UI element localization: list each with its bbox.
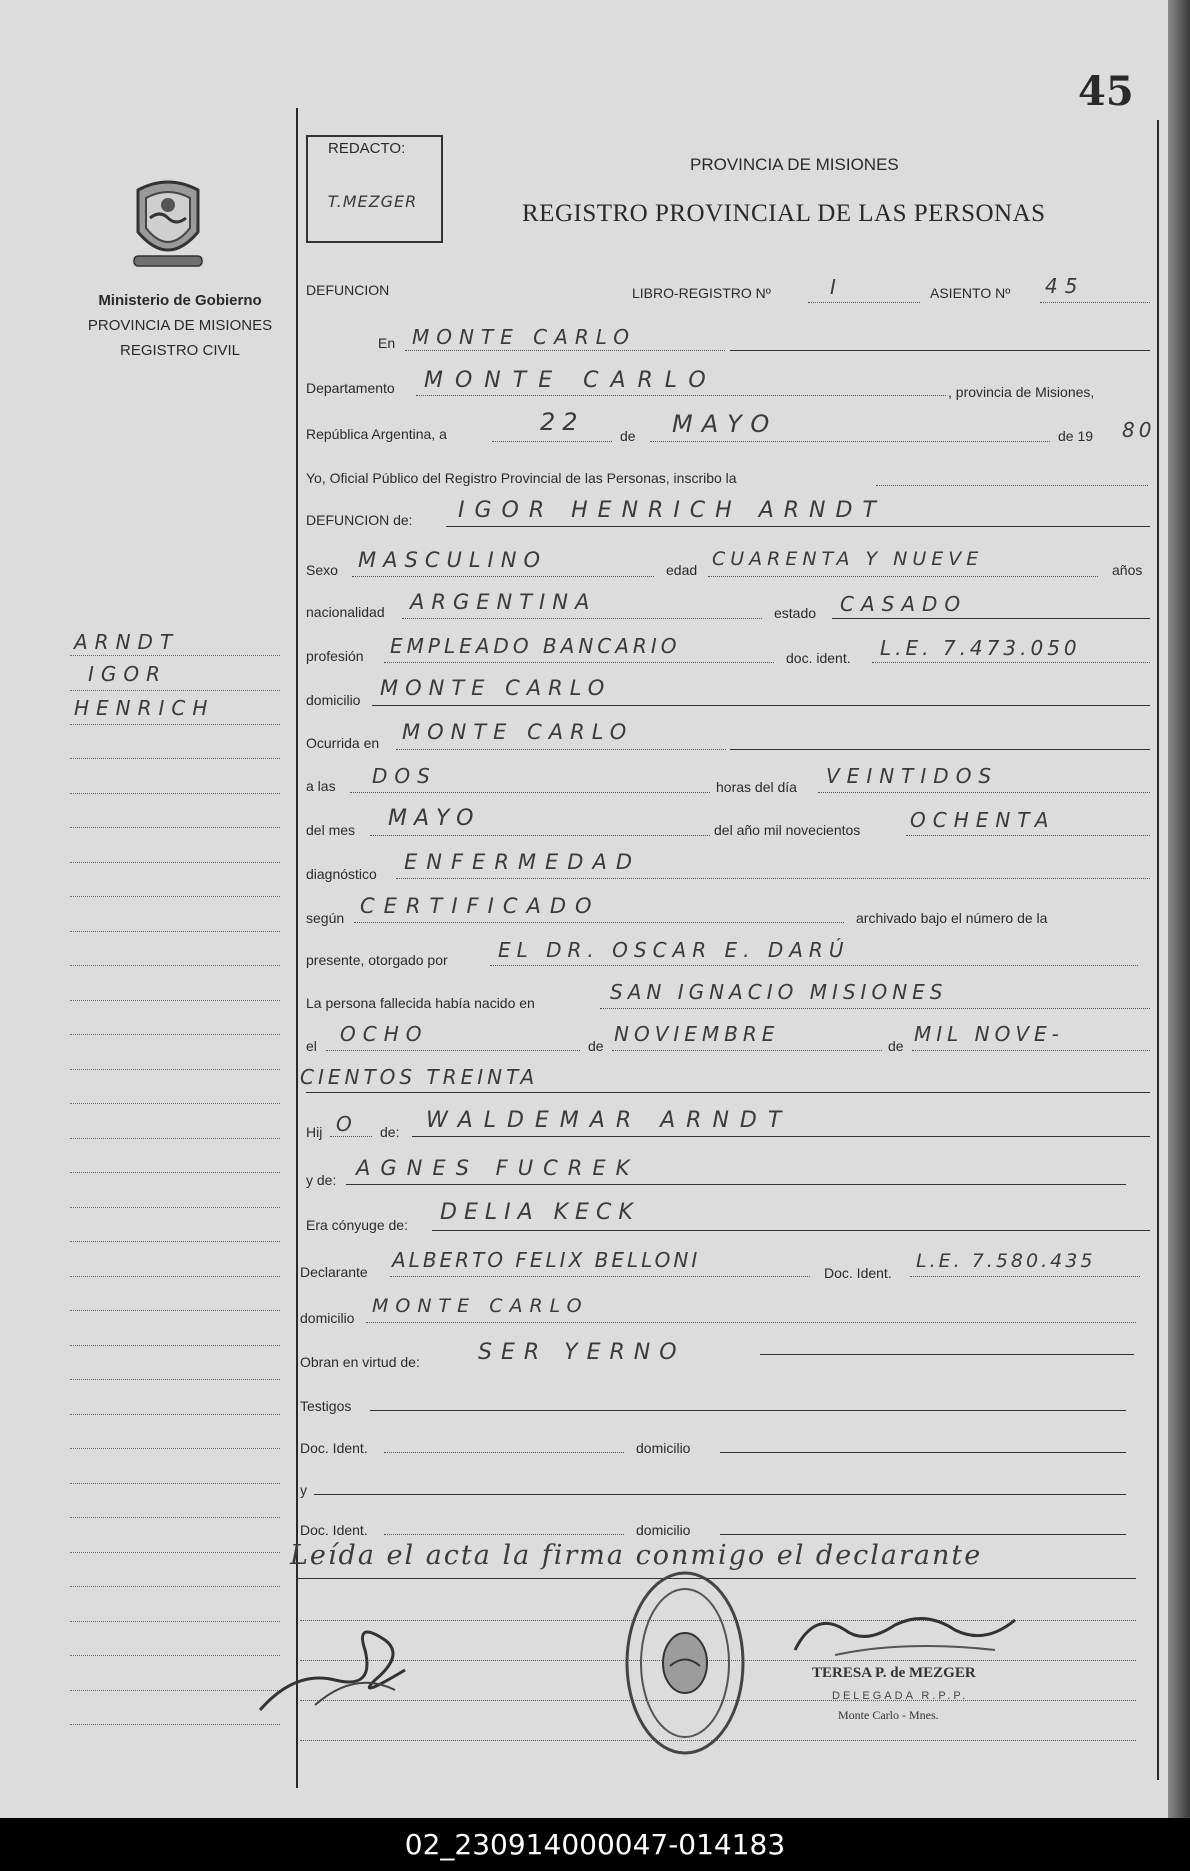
estado-label: estado bbox=[774, 605, 817, 621]
left-rule bbox=[70, 931, 280, 932]
left-rule bbox=[70, 793, 280, 794]
domicilio2-label: domicilio bbox=[300, 1310, 355, 1326]
en-label: En bbox=[378, 335, 396, 351]
madre-value: AGNES FUCREK bbox=[356, 1156, 640, 1180]
left-rule bbox=[70, 1310, 280, 1311]
hij-line bbox=[330, 1136, 372, 1137]
declarant-signature-icon bbox=[255, 1610, 455, 1735]
doc-type-label: DEFUNCION bbox=[306, 282, 390, 298]
domicilio3-line bbox=[720, 1452, 1126, 1453]
left-rule bbox=[70, 1586, 280, 1587]
registry-seal-icon bbox=[620, 1568, 750, 1763]
margin-second-name: HENRICH bbox=[74, 696, 215, 720]
doc-ident2-label: Doc. Ident. bbox=[824, 1265, 892, 1281]
nac-anio-value: MIL NOVE- bbox=[914, 1022, 1064, 1046]
libro-value: I bbox=[830, 275, 843, 299]
ocurrida-value: MONTE CARLO bbox=[402, 720, 634, 744]
testigos-label: Testigos bbox=[300, 1398, 352, 1414]
official-place: Monte Carlo - Mnes. bbox=[838, 1708, 939, 1722]
left-rule bbox=[70, 690, 280, 691]
nacionalidad-value: ARGENTINA bbox=[410, 590, 597, 614]
y-line bbox=[314, 1494, 1126, 1495]
obran-value: SER YERNO bbox=[478, 1340, 686, 1365]
provincia-text: , provincia de Misiones, bbox=[948, 384, 1095, 400]
departamento-value: MONTE CARLO bbox=[424, 368, 718, 393]
doc-ident-label: doc. ident. bbox=[786, 650, 851, 666]
left-rule bbox=[70, 1069, 280, 1070]
left-rule bbox=[70, 1414, 280, 1415]
obran-label: Obran en virtud de: bbox=[300, 1354, 420, 1370]
left-rule bbox=[70, 1483, 280, 1484]
anos-label: años bbox=[1112, 562, 1143, 578]
asiento-value: 45 bbox=[1045, 274, 1085, 298]
madre-line bbox=[346, 1184, 1126, 1185]
nac-anio-cont-line bbox=[306, 1092, 1150, 1093]
profesion-value: EMPLEADO BANCARIO bbox=[390, 634, 681, 658]
closing-text: Leída el acta la firma conmigo el declarante bbox=[290, 1540, 983, 1571]
a-las-line bbox=[350, 792, 710, 793]
hij-value: O bbox=[336, 1112, 359, 1136]
declarante-label: Declarante bbox=[300, 1264, 368, 1280]
nacido-value: SAN IGNACIO MISIONES bbox=[610, 980, 948, 1004]
left-rule bbox=[70, 1655, 280, 1656]
file-id: 02_230914000047-014183 bbox=[404, 1828, 786, 1861]
domicilio-line bbox=[372, 705, 1150, 706]
left-rule bbox=[70, 1172, 280, 1173]
a-las-label: a las bbox=[306, 778, 336, 794]
nacido-line bbox=[600, 1008, 1150, 1009]
nac-anio-line bbox=[912, 1050, 1150, 1051]
ocurrida-rule bbox=[730, 749, 1150, 750]
doc-ident-line bbox=[872, 662, 1150, 663]
departamento-label: Departamento bbox=[306, 380, 395, 396]
de2-label: de bbox=[588, 1038, 604, 1054]
segun-line bbox=[354, 922, 844, 923]
diagnostico-label: diagnóstico bbox=[306, 866, 377, 882]
libro-line bbox=[808, 302, 920, 303]
anio-value: 80 bbox=[1122, 418, 1156, 442]
ministry-block bbox=[70, 288, 290, 363]
left-rule bbox=[70, 1241, 280, 1242]
domicilio-label: domicilio bbox=[306, 692, 361, 708]
domicilio3-label: domicilio bbox=[636, 1440, 691, 1456]
ministry-office: REGISTRO CIVIL bbox=[119, 342, 241, 359]
left-rule bbox=[70, 1379, 280, 1380]
mes-line bbox=[650, 441, 1050, 442]
y-label: y bbox=[300, 1482, 307, 1498]
padre-line bbox=[412, 1136, 1150, 1137]
ministry-name: Ministerio de Gobierno bbox=[98, 292, 262, 309]
official-signature-icon bbox=[785, 1600, 1025, 1675]
horas-line bbox=[818, 792, 1150, 793]
del-mes-label: del mes bbox=[306, 822, 356, 838]
left-rule bbox=[70, 1448, 280, 1449]
page-number: 45 bbox=[1078, 68, 1134, 115]
margin-first-name: IGOR bbox=[88, 662, 168, 686]
domicilio2-value: MONTE CARLO bbox=[372, 1295, 589, 1317]
book-edge bbox=[1168, 0, 1190, 1818]
asiento-line bbox=[1040, 302, 1150, 303]
ocurrida-line bbox=[396, 749, 726, 750]
edad-label: edad bbox=[666, 562, 698, 578]
nacido-label: La persona fallecida había nacido en bbox=[306, 995, 535, 1011]
hij-label: Hij bbox=[306, 1124, 323, 1140]
presente-label: presente, otorgado por bbox=[306, 952, 448, 968]
right-margin-line bbox=[1157, 120, 1159, 1780]
anio-mil-line bbox=[906, 835, 1150, 836]
doc-ident4-label: Doc. Ident. bbox=[300, 1522, 368, 1538]
conyuge-line bbox=[432, 1230, 1150, 1231]
yo-line bbox=[876, 485, 1148, 486]
domicilio4-line bbox=[720, 1534, 1126, 1535]
el-line bbox=[326, 1050, 580, 1051]
registry-title: REGISTRO PROVINCIAL DE LAS PERSONAS bbox=[522, 200, 1046, 227]
profesion-label: profesión bbox=[306, 648, 364, 664]
de-label: de bbox=[620, 428, 636, 444]
left-rule bbox=[70, 1276, 280, 1277]
sexo-line bbox=[352, 576, 654, 577]
domicilio-value: MONTE CARLO bbox=[380, 676, 612, 700]
doc-ident3-label: Doc. Ident. bbox=[300, 1440, 368, 1456]
ministry-province: PROVINCIA DE MISIONES bbox=[87, 317, 273, 334]
del-mes-value: MAYO bbox=[388, 806, 481, 831]
defuncion-de-label: DEFUNCION de: bbox=[306, 512, 413, 528]
fecha-dia: 22 bbox=[540, 408, 585, 436]
left-rule bbox=[70, 655, 280, 656]
doc-ident2-line bbox=[910, 1276, 1140, 1277]
sexo-value: MASCULINO bbox=[358, 548, 547, 572]
padre-value: WALDEMAR ARNDT bbox=[426, 1108, 793, 1133]
nac-anio-cont: CIENTOS TREINTA bbox=[300, 1065, 539, 1089]
segun-value: CERTIFICADO bbox=[360, 894, 601, 918]
domicilio4-label: domicilio bbox=[636, 1522, 691, 1538]
en-line bbox=[405, 350, 725, 351]
left-rule bbox=[70, 896, 280, 897]
nacionalidad-line bbox=[402, 618, 762, 619]
a-las-value: DOS bbox=[372, 764, 437, 788]
province-heading: PROVINCIA DE MISIONES bbox=[690, 155, 899, 174]
left-rule bbox=[70, 1034, 280, 1035]
left-rule bbox=[70, 1103, 280, 1104]
left-rule bbox=[70, 1690, 280, 1691]
asiento-label: ASIENTO Nº bbox=[930, 285, 1011, 301]
diagnostico-value: ENFERMEDAD bbox=[404, 850, 642, 874]
left-rule bbox=[70, 724, 280, 725]
domicilio2-line bbox=[366, 1322, 1136, 1323]
diagnostico-line bbox=[396, 878, 1150, 879]
republica-label: República Argentina, a bbox=[306, 426, 447, 442]
anio-label: de 19 bbox=[1058, 428, 1094, 444]
horas-value: VEINTIDOS bbox=[826, 764, 999, 788]
left-rule bbox=[70, 1517, 280, 1518]
horas-label: horas del día bbox=[716, 779, 797, 795]
nac-mes-line bbox=[612, 1050, 882, 1051]
del-mes-line bbox=[370, 835, 710, 836]
conyuge-value: DELIA KECK bbox=[440, 1200, 640, 1225]
official-name: TERESA P. de MEZGER bbox=[812, 1665, 976, 1681]
left-rule bbox=[70, 965, 280, 966]
edad-line bbox=[708, 576, 1098, 577]
estado-line bbox=[832, 618, 1150, 619]
presente-line bbox=[490, 965, 1138, 966]
ocurrida-label: Ocurrida en bbox=[306, 735, 380, 751]
yo-text: Yo, Oficial Público del Registro Provincial de las Personas, inscribo la bbox=[306, 470, 737, 486]
nac-mes-value: NOVIEMBRE bbox=[614, 1022, 780, 1046]
el-value: OCHO bbox=[340, 1022, 429, 1046]
nacionalidad-label: nacionalidad bbox=[306, 604, 385, 620]
archivado-text: archivado bajo el número de la bbox=[856, 910, 1048, 926]
anio-mil-value: OCHENTA bbox=[910, 808, 1056, 832]
estado-value: CASADO bbox=[840, 592, 968, 616]
fecha-mes: MAYO bbox=[672, 410, 779, 438]
left-rule bbox=[70, 862, 280, 863]
doc-ident4-line bbox=[384, 1534, 624, 1535]
libro-label: LIBRO-REGISTRO Nº bbox=[632, 285, 771, 301]
y-de-label: y de: bbox=[306, 1172, 337, 1188]
el-label: el bbox=[306, 1038, 317, 1054]
left-rule bbox=[70, 1345, 280, 1346]
left-rule bbox=[70, 1552, 280, 1553]
official-role: DELEGADA R.P.P. bbox=[832, 1690, 969, 1702]
defuncion-de-value: IGOR HENRICH ARNDT bbox=[458, 498, 886, 523]
margin-surname: ARNDT bbox=[74, 630, 180, 654]
edad-value: CUARENTA Y NUEVE bbox=[712, 548, 984, 570]
doc-ident3-line bbox=[384, 1452, 624, 1453]
en-rule bbox=[730, 350, 1150, 351]
testigos-line bbox=[370, 1410, 1126, 1411]
left-rule bbox=[70, 1724, 280, 1725]
de4-label: de: bbox=[380, 1124, 400, 1140]
left-margin-line bbox=[296, 108, 298, 1788]
defuncion-de-line bbox=[446, 526, 1150, 527]
dia-line bbox=[492, 441, 612, 442]
presente-value: EL DR. OSCAR E. DARÚ bbox=[498, 938, 850, 962]
conyuge-label: Era cónyuge de: bbox=[306, 1217, 408, 1233]
coat-of-arms-icon bbox=[128, 172, 208, 277]
doc-ident2-value: L.E. 7.580.435 bbox=[916, 1250, 1096, 1272]
declarante-value: ALBERTO FELIX BELLONI bbox=[392, 1248, 701, 1272]
redacto-value: T.MEZGER bbox=[327, 192, 418, 211]
segun-label: según bbox=[306, 910, 345, 926]
left-rule bbox=[70, 1138, 280, 1139]
redacto-label: REDACTO: bbox=[328, 140, 406, 157]
left-rule bbox=[70, 758, 280, 759]
obran-line bbox=[760, 1354, 1134, 1355]
de3-label: de bbox=[888, 1038, 904, 1054]
left-rule bbox=[70, 1207, 280, 1208]
left-rule bbox=[70, 1621, 280, 1622]
doc-ident-value: L.E. 7.473.050 bbox=[880, 636, 1081, 660]
departamento-line bbox=[416, 395, 946, 396]
left-rule bbox=[70, 827, 280, 828]
profesion-line bbox=[384, 662, 774, 663]
sexo-label: Sexo bbox=[306, 562, 338, 578]
anio-mil-label: del año mil novecientos bbox=[714, 822, 861, 838]
left-rule bbox=[70, 1000, 280, 1001]
declarante-line bbox=[390, 1276, 810, 1277]
en-value: MONTE CARLO bbox=[412, 325, 636, 349]
